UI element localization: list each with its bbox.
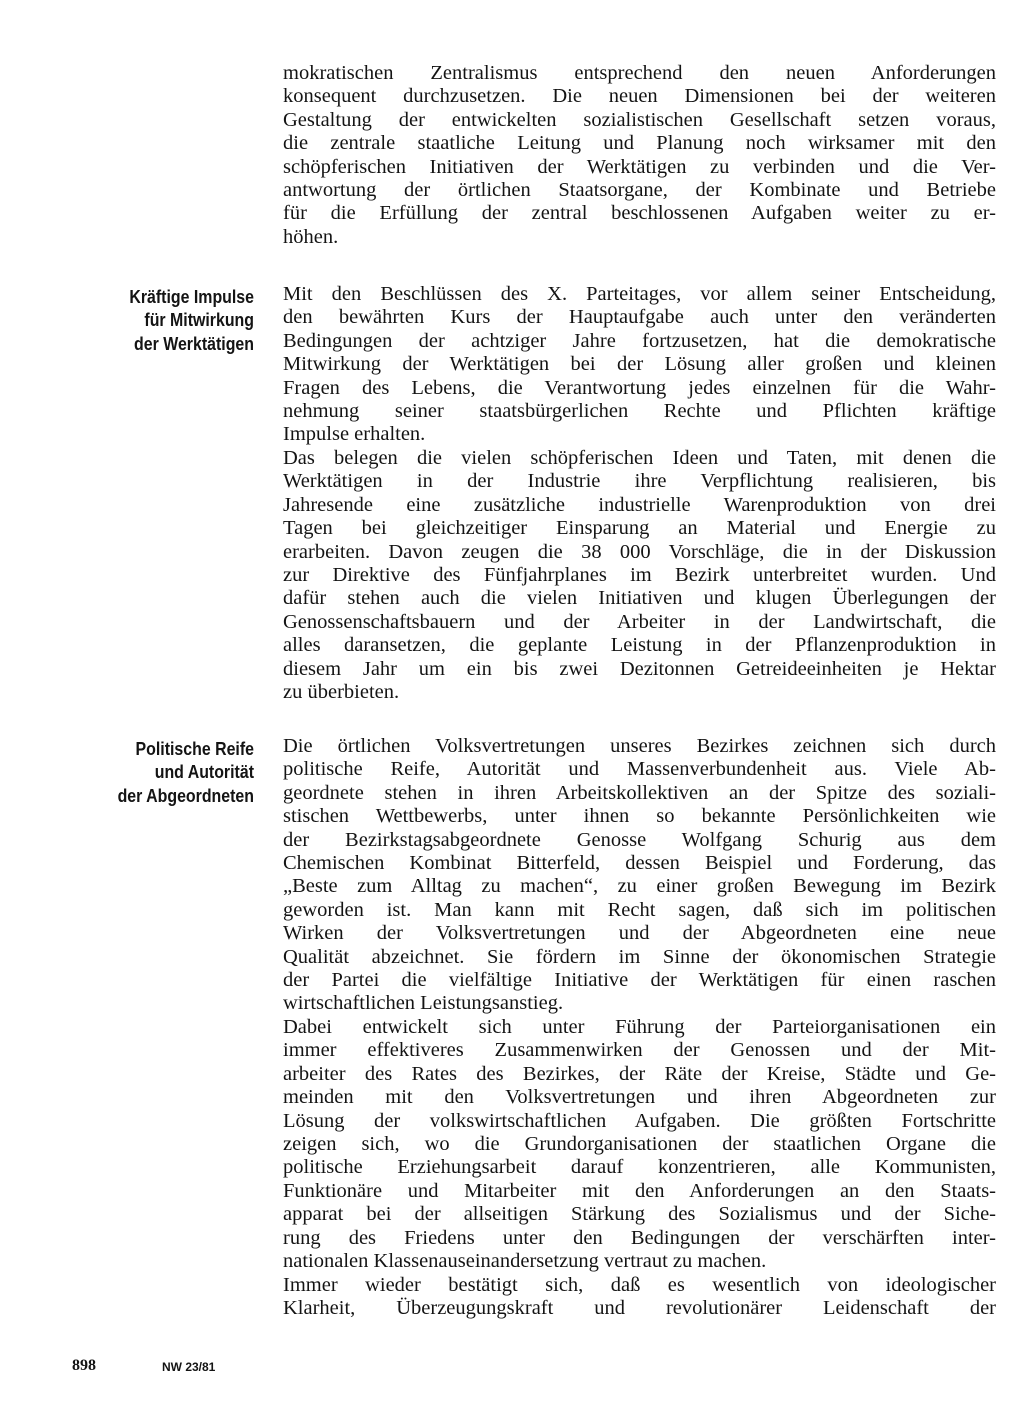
text-line: zeigen sich, wo die Grundorganisationen der staatlichen Organe die (283, 1132, 996, 1155)
sidehead-line: der Abgeordneten (117, 784, 255, 806)
text-line: mokratischen Zentralismus entsprechend den neuen Anforderungen (283, 62, 996, 84)
text-line: Chemischen Kombinat Bitterfeld, dessen Beispiel und Forderung, das (283, 851, 996, 874)
text-line: der Bezirkstagsabgeordnete Genosse Wolfgang Schurig aus dem (283, 828, 996, 851)
text-line: schöpferischen Initiativen der Werktätigen zu verbinden und die Ver- (283, 155, 996, 178)
text-line: Funktionäre und Mitarbeiter mit den Anforderungen an den Staats- (283, 1179, 996, 1202)
text-line: politische Erziehungsarbeit darauf konzentrieren, alle Kommunisten, (283, 1156, 996, 1179)
paragraph-4 (283, 735, 996, 1016)
sidehead-line: der Werktätigen (134, 332, 254, 354)
text-line: meinden mit den Volksvertretungen und ihren Abgeordneten zur (283, 1086, 996, 1109)
text-line: Dabei entwickelt sich unter Führung der Parteiorganisationen ein (283, 1016, 996, 1038)
text-line: geordnete stehen in ihren Arbeitskollektiven an der Spitze des soziali- (283, 781, 996, 804)
text-line: für die Erfüllung der zentral beschlossenen Aufgaben weiter zu er- (283, 202, 996, 225)
text-line: zu überbieten. (283, 680, 400, 703)
text-line: erarbeiten. Davon zeugen die 38 000 Vorschläge, die in der Diskussion (283, 540, 996, 563)
text-line: geworden ist. Man kann mit Recht sagen, daß sich im politischen (283, 898, 996, 921)
sidehead-politische-reife (87, 737, 254, 807)
text-line: diesem Jahr um ein bis zwei Dezitonnen Getreideeinheiten je Hektar (283, 657, 996, 680)
text-line: Qualität abzeichnet. Sie fördern im Sinne der ökonomischen Strategie (283, 945, 996, 968)
text-line: Mit den Beschlüssen des X. Parteitages, vor allem seiner Entscheidung, (283, 283, 996, 305)
text-line: Gestaltung der entwickelten sozialistischen Gesellschaft setzen voraus, (283, 108, 996, 131)
text-line: Wirken der Volksvertretungen und der Abgeordneten eine neue (283, 922, 996, 945)
text-line: apparat bei der allseitigen Stärkung des Sozialismus und der Siche- (283, 1203, 996, 1226)
text-line: arbeiter des Rates des Bezirkes, der Räte der Kreise, Städte und Ge- (283, 1062, 996, 1085)
text-line: Bedingungen der achtziger Jahre fortzusetzen, hat die demokratische (283, 329, 996, 352)
text-line: Werktätigen in der Industrie ihre Verpflichtung realisieren, bis (283, 470, 996, 493)
text-line: rung des Friedens unter den Bedingungen der verschärften inter- (283, 1226, 996, 1249)
text-line: die zentrale staatliche Leitung und Planung noch wirksamer mit den (283, 132, 996, 155)
text-line: Die örtlichen Volksvertretungen unseres Bezirkes zeichnen sich durch (283, 735, 996, 757)
text-line: Lösung der volkswirtschaftlichen Aufgaben. Die größten Fortschritte (283, 1109, 996, 1132)
text-line: der Partei die vielfältige Initiative der Werktätigen für einen raschen (283, 968, 996, 991)
text-line: Fragen des Lebens, die Verantwortung jedes einzelnen für die Wahr- (283, 376, 996, 399)
text-line: alles daransetzen, die geplante Leistung in der Pflanzenproduktion in (283, 634, 996, 657)
text-line: Das belegen die vielen schöpferischen Ideen und Taten, mit denen die (283, 447, 996, 469)
text-line: dafür stehen auch die vielen Initiativen und klugen Überlegungen der (283, 587, 996, 610)
text-line: Mitwirkung der Werktätigen bei der Lösung aller großen und kleinen (283, 353, 996, 376)
text-line: den bewährten Kurs der Hauptaufgabe auch unter den veränderten (283, 306, 996, 329)
paragraph-1 (283, 62, 996, 249)
sidehead-line: Politische Reife (135, 738, 254, 759)
text-line: Immer wieder bestätigt sich, daß es wesentlich von ideologischer (283, 1274, 996, 1296)
text-line: wirtschaftlichen Leistungsanstieg. (283, 992, 564, 1015)
issue-label: NW 23/81 (162, 1360, 216, 1374)
text-line: Tagen bei gleichzeitiger Einsparung an Material und Energie zu (283, 517, 996, 540)
sidehead-line: Kräftige Impulse (129, 286, 254, 307)
text-line: antwortung der örtlichen Staatsorgane, der Kombinate und Betriebe (283, 178, 996, 201)
text-line: nehmung seiner staatsbürgerlichen Rechte und Pflichten kräftige (283, 399, 996, 422)
text-line: höhen. (283, 225, 339, 248)
paragraph-5 (283, 1016, 996, 1273)
page-number: 898 (72, 1357, 96, 1374)
text-line: Genossenschaftsbauern und der Arbeiter in der Landwirtschaft, die (283, 610, 996, 633)
text-line: „Beste zum Alltag zu machen“, zu einer großen Bewegung im Bezirk (283, 875, 996, 898)
paragraph-2 (283, 283, 996, 447)
text-line: konsequent durchzusetzen. Die neuen Dimensionen bei der weiteren (283, 85, 996, 108)
text-line: nationalen Klassenauseinandersetzung vertraut zu machen. (283, 1249, 767, 1272)
sidehead-line: für Mitwirkung (144, 309, 254, 331)
sidehead-kraeftige-impulse (87, 285, 254, 355)
text-line: Klarheit, Überzeugungskraft und revolutionärer Leidenschaft der (283, 1297, 996, 1320)
paragraph-6 (283, 1274, 996, 1321)
text-line: immer effektiveres Zusammenwirken der Genossen und der Mit- (283, 1039, 996, 1062)
paragraph-3 (283, 447, 996, 704)
text-line: Impulse erhalten. (283, 423, 426, 446)
text-line: politische Reife, Autorität und Massenverbundenheit aus. Viele Ab- (283, 758, 996, 781)
sidehead-line: und Autorität (154, 761, 254, 783)
text-line: stischen Wettbewerbs, unter ihnen so bekannte Persönlichkeiten wie (283, 805, 996, 828)
text-line: Jahresende eine zusätzliche industrielle Warenproduktion von drei (283, 493, 996, 516)
text-line: zur Direktive des Fünfjahrplanes im Bezirk unterbreitet wurden. Und (283, 563, 996, 586)
